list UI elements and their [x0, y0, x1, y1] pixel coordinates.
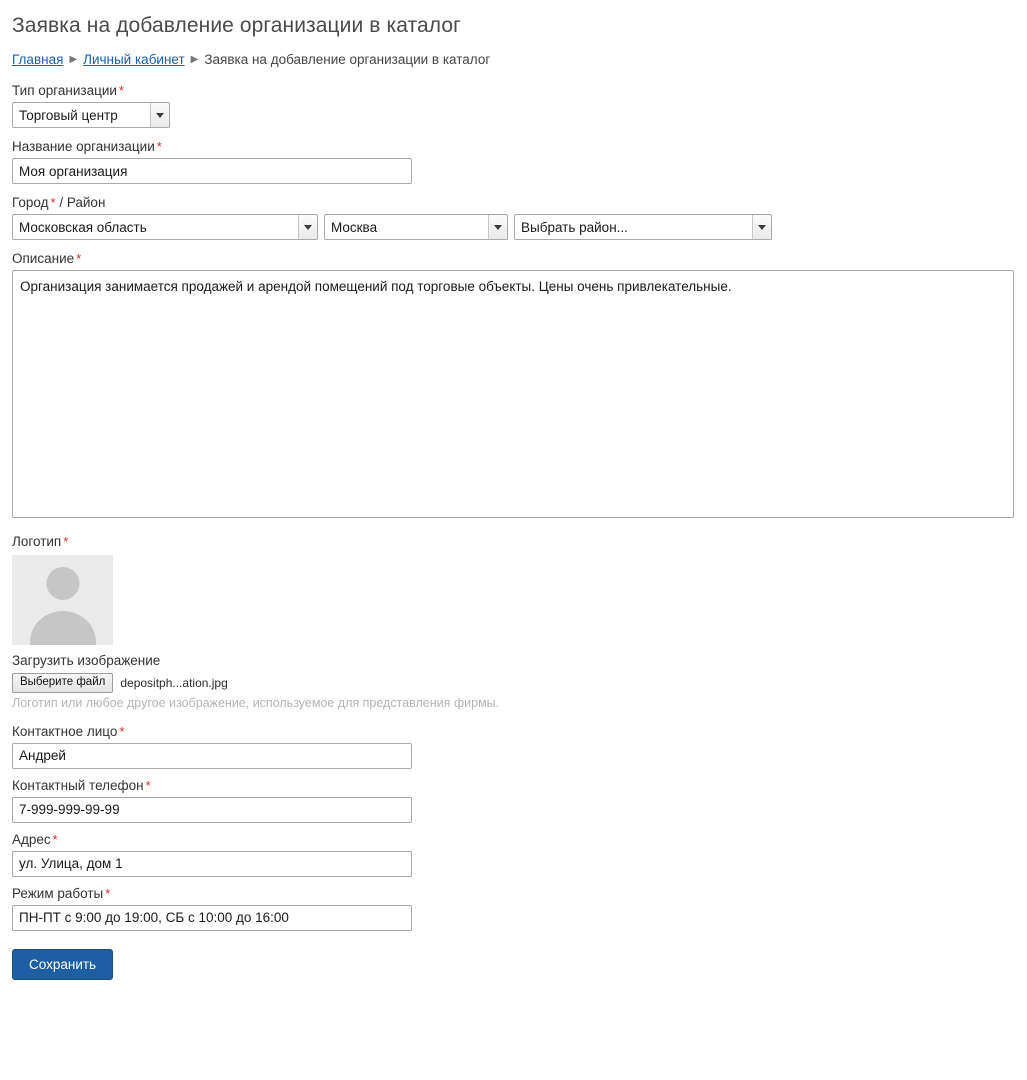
required-marker: * [50, 195, 56, 210]
contact-person-label-text: Контактное лицо [12, 723, 118, 739]
required-marker: * [156, 139, 162, 154]
logo-label [12, 534, 1015, 549]
field-description [12, 251, 1015, 523]
region-select[interactable] [12, 214, 318, 240]
required-marker: * [52, 831, 58, 847]
org-name-input[interactable] [12, 158, 412, 184]
description-textarea[interactable] [12, 270, 1014, 518]
city-select-wrap[interactable] [324, 214, 508, 240]
org-type-select-wrap[interactable] [12, 102, 170, 128]
required-marker: * [105, 885, 111, 901]
avatar-head-shape [46, 567, 79, 600]
field-contact-phone [12, 778, 1015, 823]
contact-phone-input[interactable] [12, 797, 412, 823]
breadcrumb-item-current: Заявка на добавление организации в каталог [204, 52, 491, 67]
field-org-type [12, 83, 1015, 128]
field-work-hours [12, 886, 1015, 931]
district-select[interactable] [514, 214, 772, 240]
field-contact-person [12, 724, 1015, 769]
address-label-text: Адрес [12, 831, 51, 847]
org-name-label [12, 139, 1015, 154]
work-hours-label-text: Режим работы [12, 885, 104, 901]
choose-file-button[interactable]: Выберите файл [12, 673, 113, 693]
contact-phone-label-text: Контактный телефон [12, 777, 144, 793]
address-input[interactable] [12, 851, 412, 877]
upload-image-label: Загрузить изображение [12, 653, 161, 668]
region-select-wrap[interactable] [12, 214, 318, 240]
city-selects-row [12, 214, 1015, 240]
city-label-suffix: / Район [55, 195, 106, 210]
description-label-text: Описание [12, 251, 75, 266]
field-address [12, 832, 1015, 877]
logo-label-text: Логотип [12, 534, 62, 549]
user-avatar-placeholder-icon [12, 555, 113, 645]
file-upload-row [12, 673, 1015, 693]
page-title: Заявка на добавление организации в каталог [12, 14, 461, 37]
breadcrumb-separator-icon: ▶ [69, 53, 78, 65]
required-marker: * [63, 534, 69, 549]
work-hours-input[interactable] [12, 905, 412, 931]
breadcrumb-separator-icon: ▶ [190, 53, 199, 65]
breadcrumb-item-account[interactable]: Личный кабинет [83, 52, 185, 67]
required-marker: * [76, 251, 82, 266]
contact-phone-label [12, 778, 1015, 793]
org-type-select[interactable] [12, 102, 170, 128]
selected-file-name: depositph...ation.jpg [120, 675, 228, 690]
required-marker: * [118, 83, 124, 98]
field-logo [12, 534, 1015, 710]
save-button[interactable]: Сохранить [12, 949, 113, 980]
breadcrumb-item-home[interactable]: Главная [12, 52, 64, 67]
field-city [12, 195, 1015, 240]
org-type-label-text: Тип организации [12, 83, 117, 98]
contact-person-label [12, 724, 1015, 739]
district-select-wrap[interactable] [514, 214, 772, 240]
org-type-label [12, 83, 1015, 98]
avatar-body-shape [30, 611, 96, 645]
breadcrumb [12, 52, 1015, 67]
city-select[interactable] [324, 214, 508, 240]
work-hours-label [12, 886, 1015, 901]
required-marker: * [119, 723, 125, 739]
description-label [12, 251, 1015, 266]
required-marker: * [145, 777, 151, 793]
address-label [12, 832, 1015, 847]
contact-person-input[interactable] [12, 743, 412, 769]
logo-hint-text: Логотип или любое другое изображение, используемое для представления фирмы. [12, 695, 500, 710]
org-name-label-text: Название организации [12, 139, 155, 154]
city-label [12, 195, 1015, 210]
field-org-name [12, 139, 1015, 184]
city-label-text: Город [12, 195, 49, 210]
